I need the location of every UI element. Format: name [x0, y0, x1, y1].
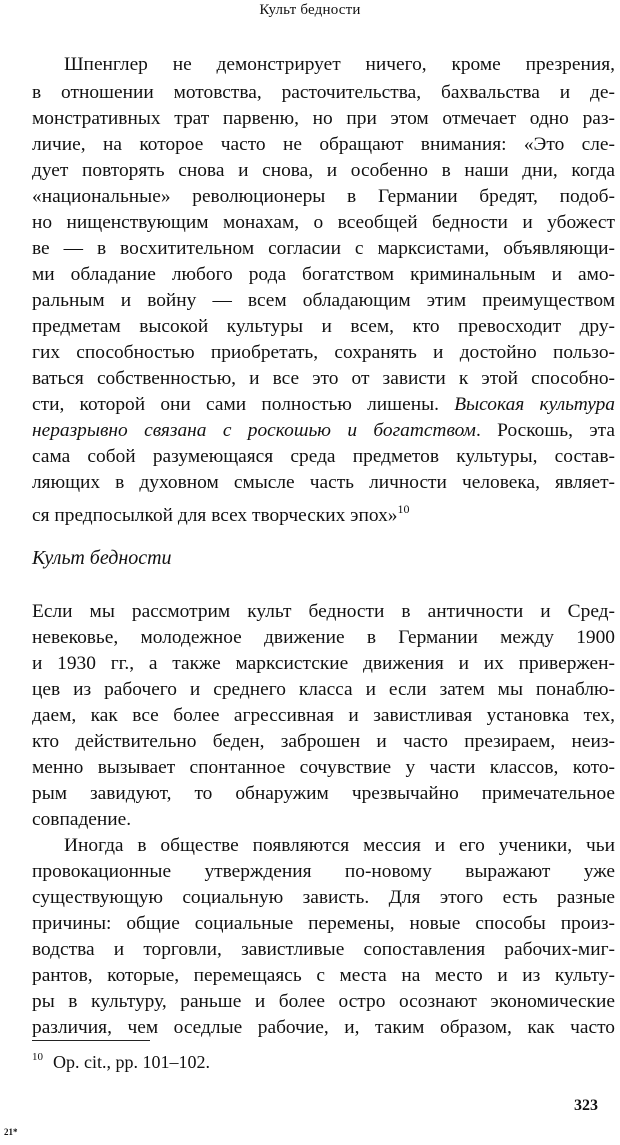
paragraph-line: водства и торговли, завистливые сопоставления рабочих-миг-	[32, 939, 615, 960]
paragraph-text: сти, которой они сами полностью лишены.	[32, 394, 439, 415]
paragraph-line: провокационные утверждения по-новому выражают уже	[32, 861, 615, 882]
signature-mark: 21*	[4, 1127, 18, 1137]
paragraph-line: гих способностью приобретать, сохранять и достойно пользо-	[32, 342, 615, 363]
paragraph-line	[32, 418, 615, 444]
paragraph-line: ляющих в духовном смысле часть личности человека, являет-	[32, 472, 615, 493]
paragraph-line: ваться собственностью, и все это от зависти к этой способно-	[32, 368, 615, 389]
paragraph-line: причины: общие социальные перемены, новые способы произ-	[32, 913, 615, 934]
paragraph-line: сама собой разумеющаяся среда предметов культуры, состав-	[32, 446, 615, 467]
paragraph-line: в отношении мотовства, расточительства, бахвальства и де-	[32, 82, 615, 103]
page-number: 323	[574, 1097, 598, 1114]
footnote-text: Op. cit., pp. 101–102.	[53, 1052, 210, 1072]
paragraph-line	[32, 392, 615, 418]
paragraph-line: но нищенствующим монахам, о всеобщей бедности и убожест	[32, 212, 615, 233]
footnote	[32, 1045, 210, 1074]
running-head: Культ бедности	[259, 2, 361, 18]
paragraph-line: ве — в восхитительном согласии с марксистами, объявляющи-	[32, 238, 615, 259]
paragraph-line: дует повторять снова и снова, и особенно в наши дни, когда	[32, 160, 615, 181]
paragraph-line: предметам высокой культуры и всем, кто превосходит дру-	[32, 316, 615, 337]
footnote-reference[interactable]: 10	[397, 502, 410, 516]
emphasis-text: неразрывно связана с роскошью и богатством	[32, 420, 476, 441]
paragraph-line: кто действительно беден, заброшен и часто презираем, неиз-	[32, 731, 615, 752]
paragraph-line: «национальные» революционеры в Германии бредят, подоб-	[32, 186, 615, 207]
paragraph-line: и 1930 гг., а также марксистские движения и их привержен-	[32, 653, 615, 674]
section-heading: Культ бедности	[32, 547, 172, 569]
paragraph-line: Шпенглер не демонстрирует ничего, кроме презрения,	[64, 54, 615, 75]
paragraph-line: невековье, молодежное движение в Германии между 1900	[32, 627, 615, 648]
paragraph-line: даем, как все более агрессивная и завистливая установка тех,	[32, 705, 615, 726]
paragraph-line	[32, 496, 615, 529]
paragraph-line: Иногда в обществе появляются мессия и его ученики, чьи	[64, 835, 615, 856]
paragraph-line: совпадение.	[32, 809, 132, 830]
paragraph-line: ми обладание любого рода богатством криминальным и амо-	[32, 264, 615, 285]
paragraph-text: . Роскошь, эта	[475, 420, 615, 441]
paragraph-text: ся предпосылкой для всех творческих эпох»	[32, 505, 398, 526]
paragraph-line: ры в культуру, раньше и более остро осознают экономические	[32, 991, 615, 1012]
paragraph-line: ральным и войну — всем обладающим этим преимуществом	[32, 290, 615, 311]
emphasis-text: Высокая культура	[454, 394, 615, 415]
paragraph-line: существующую социальную зависть. Для этого есть разные	[32, 887, 615, 908]
paragraph-line: личие, на которое часто не обращают внимания: «Это сле-	[32, 134, 615, 155]
paragraph-line: рым завидуют, то обнаружим чрезвычайно примечательное	[32, 783, 615, 804]
paragraph-line: монстративных трат парвеню, но при этом отмечает одно раз-	[32, 108, 615, 129]
paragraph-line: рантов, которые, перемещаясь с места на место и из культу-	[32, 965, 615, 986]
footnote-divider	[32, 1040, 150, 1041]
paragraph-line: различия, чем оседлые рабочие, и, таким образом, как часто	[32, 1017, 615, 1038]
paragraph-line: Если мы рассмотрим культ бедности в античности и Сред-	[32, 601, 615, 622]
paragraph-line: менно вызывает спонтанное сочувствие у части классов, кото-	[32, 757, 615, 778]
paragraph-line: цев из рабочего и среднего класса и если затем мы понаблю-	[32, 679, 615, 700]
footnote-number: 10	[32, 1051, 43, 1063]
